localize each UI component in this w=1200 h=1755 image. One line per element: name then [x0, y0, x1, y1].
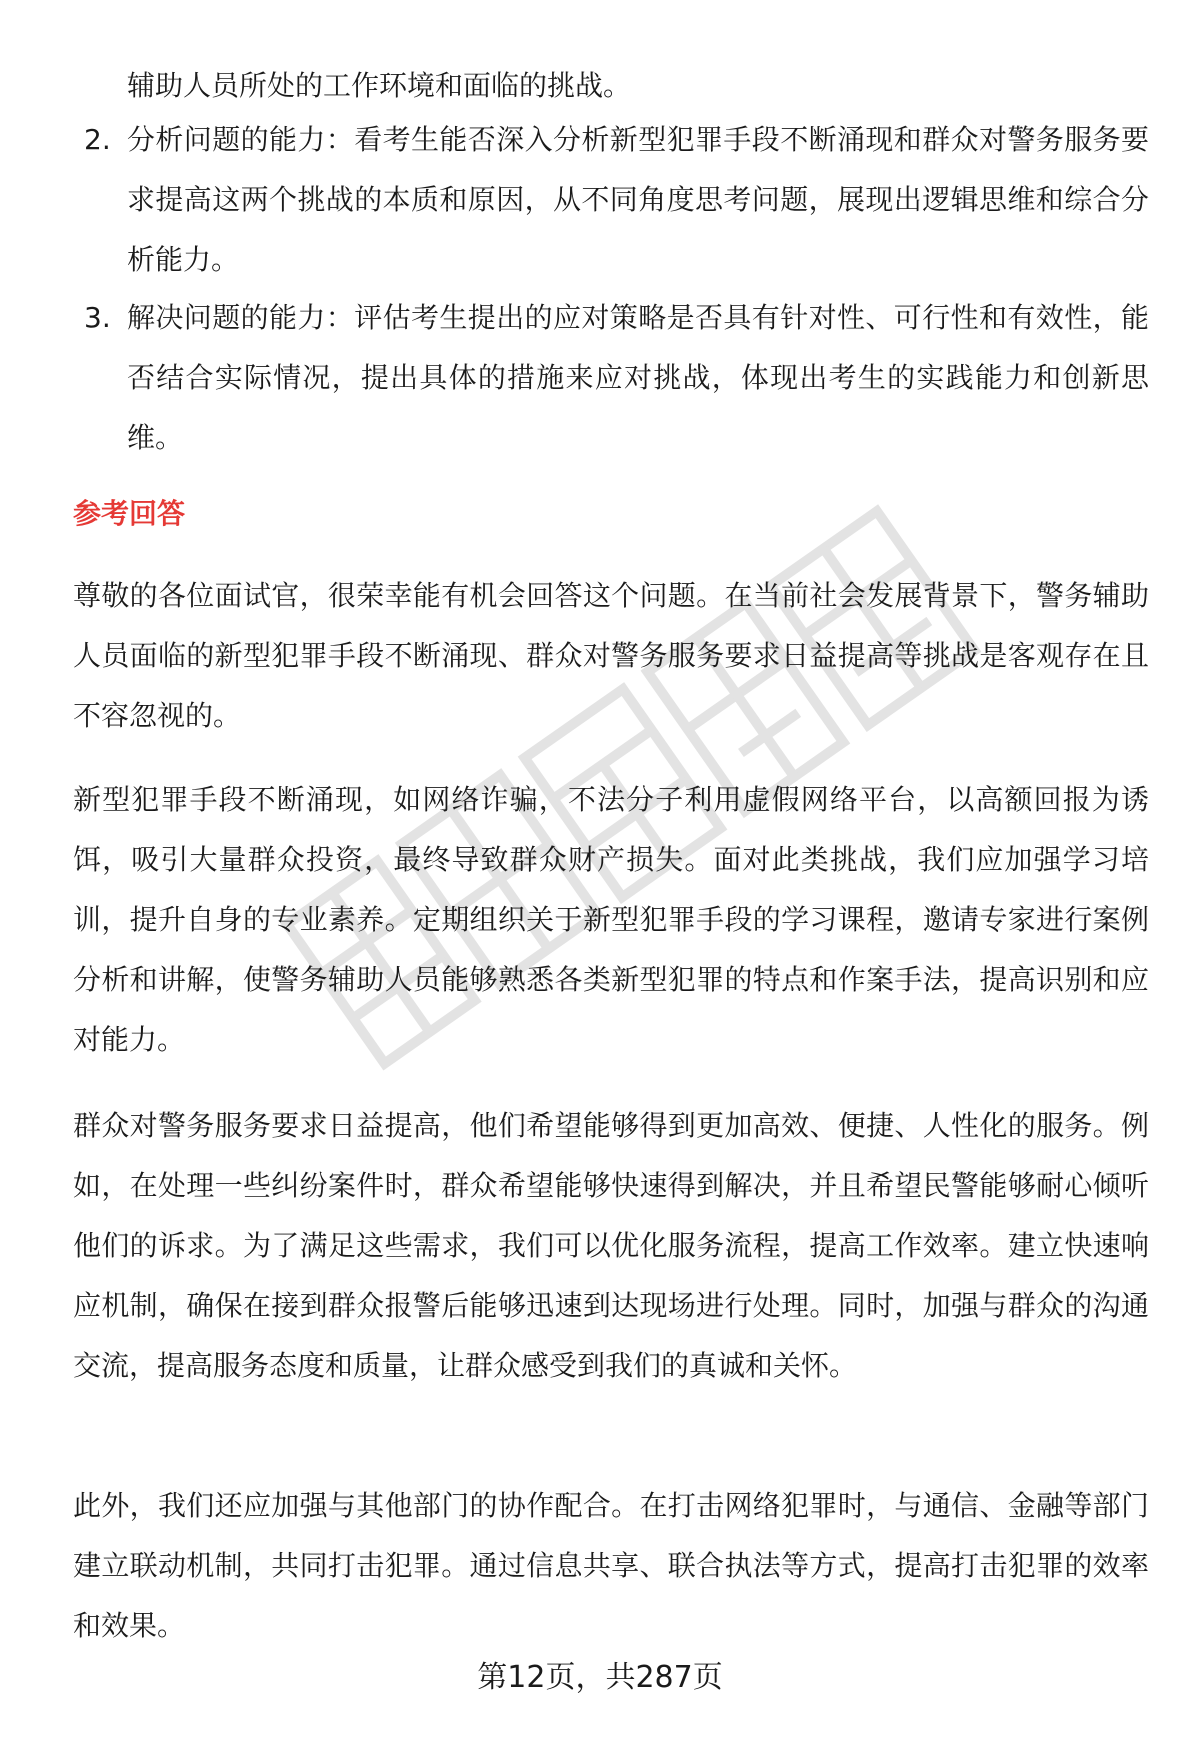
- list-item-text: 分析问题的能力：看考生能否深入分析新型犯罪手段不断涌现和群众对警务服务要求提高这两个挑战的本质和原因，从不同角度思考问题，展现出逻辑思维和综合分析能力。: [127, 123, 1149, 276]
- list-number: 2.: [84, 123, 111, 156]
- page-number-footer: 第12页，共287页: [477, 1660, 723, 1695]
- continued-list-text: 辅助人员所处的工作环境和面临的挑战。: [127, 69, 632, 102]
- list-number: 3.: [84, 301, 111, 334]
- section-heading-reference-answer: 参考回答: [73, 497, 186, 530]
- answer-paragraph-cooperation: 此外，我们还应加强与其他部门的协作配合。在打击网络犯罪时，与通信、金融等部门建立联动机制，共同打击犯罪。通过信息共享、联合执法等方式，提高打击犯罪的效率和效果。: [73, 1489, 1149, 1642]
- answer-paragraph-intro: 尊敬的各位面试官，很荣幸能有机会回答这个问题。在当前社会发展背景下，警务辅助人员面临的新型犯罪手段不断涌现、群众对警务服务要求日益提高等挑战是客观存在且不容忽视的。: [73, 579, 1149, 732]
- answer-paragraph-public-demand: 群众对警务服务要求日益提高，他们希望能够得到更加高效、便捷、人性化的服务。例如，在处理一些纠纷案件时，群众希望能够快速得到解决，并且希望民警能够耐心倾听他们的诉求。为了满足这些需求，我们可以优化服务流程，提高工作效率。建立快速响应机制，确保在接到群众报警后能够迅速到达现场进行处理。同时，加强与群众的沟通交流，提高服务态度和质量，让群众感受到我们的真诚和关怀。: [73, 1109, 1149, 1382]
- list-item-text: 解决问题的能力：评估考生提出的应对策略是否具有针对性、可行性和有效性，能否结合实际情况，提出具体的措施来应对挑战，体现出考生的实践能力和创新思维。: [127, 301, 1149, 454]
- answer-paragraph-new-crime: 新型犯罪手段不断涌现，如网络诈骗，不法分子利用虚假网络平台，以高额回报为诱饵，吸引大量群众投资，最终导致群众财产损失。面对此类挑战，我们应加强学习培训，提升自身的专业素养。定期组织关于新型犯罪手段的学习课程，邀请专家进行案例分析和讲解，使警务辅助人员能够熟悉各类新型犯罪的特点和作案手法，提高识别和应对能力。: [73, 783, 1149, 1056]
